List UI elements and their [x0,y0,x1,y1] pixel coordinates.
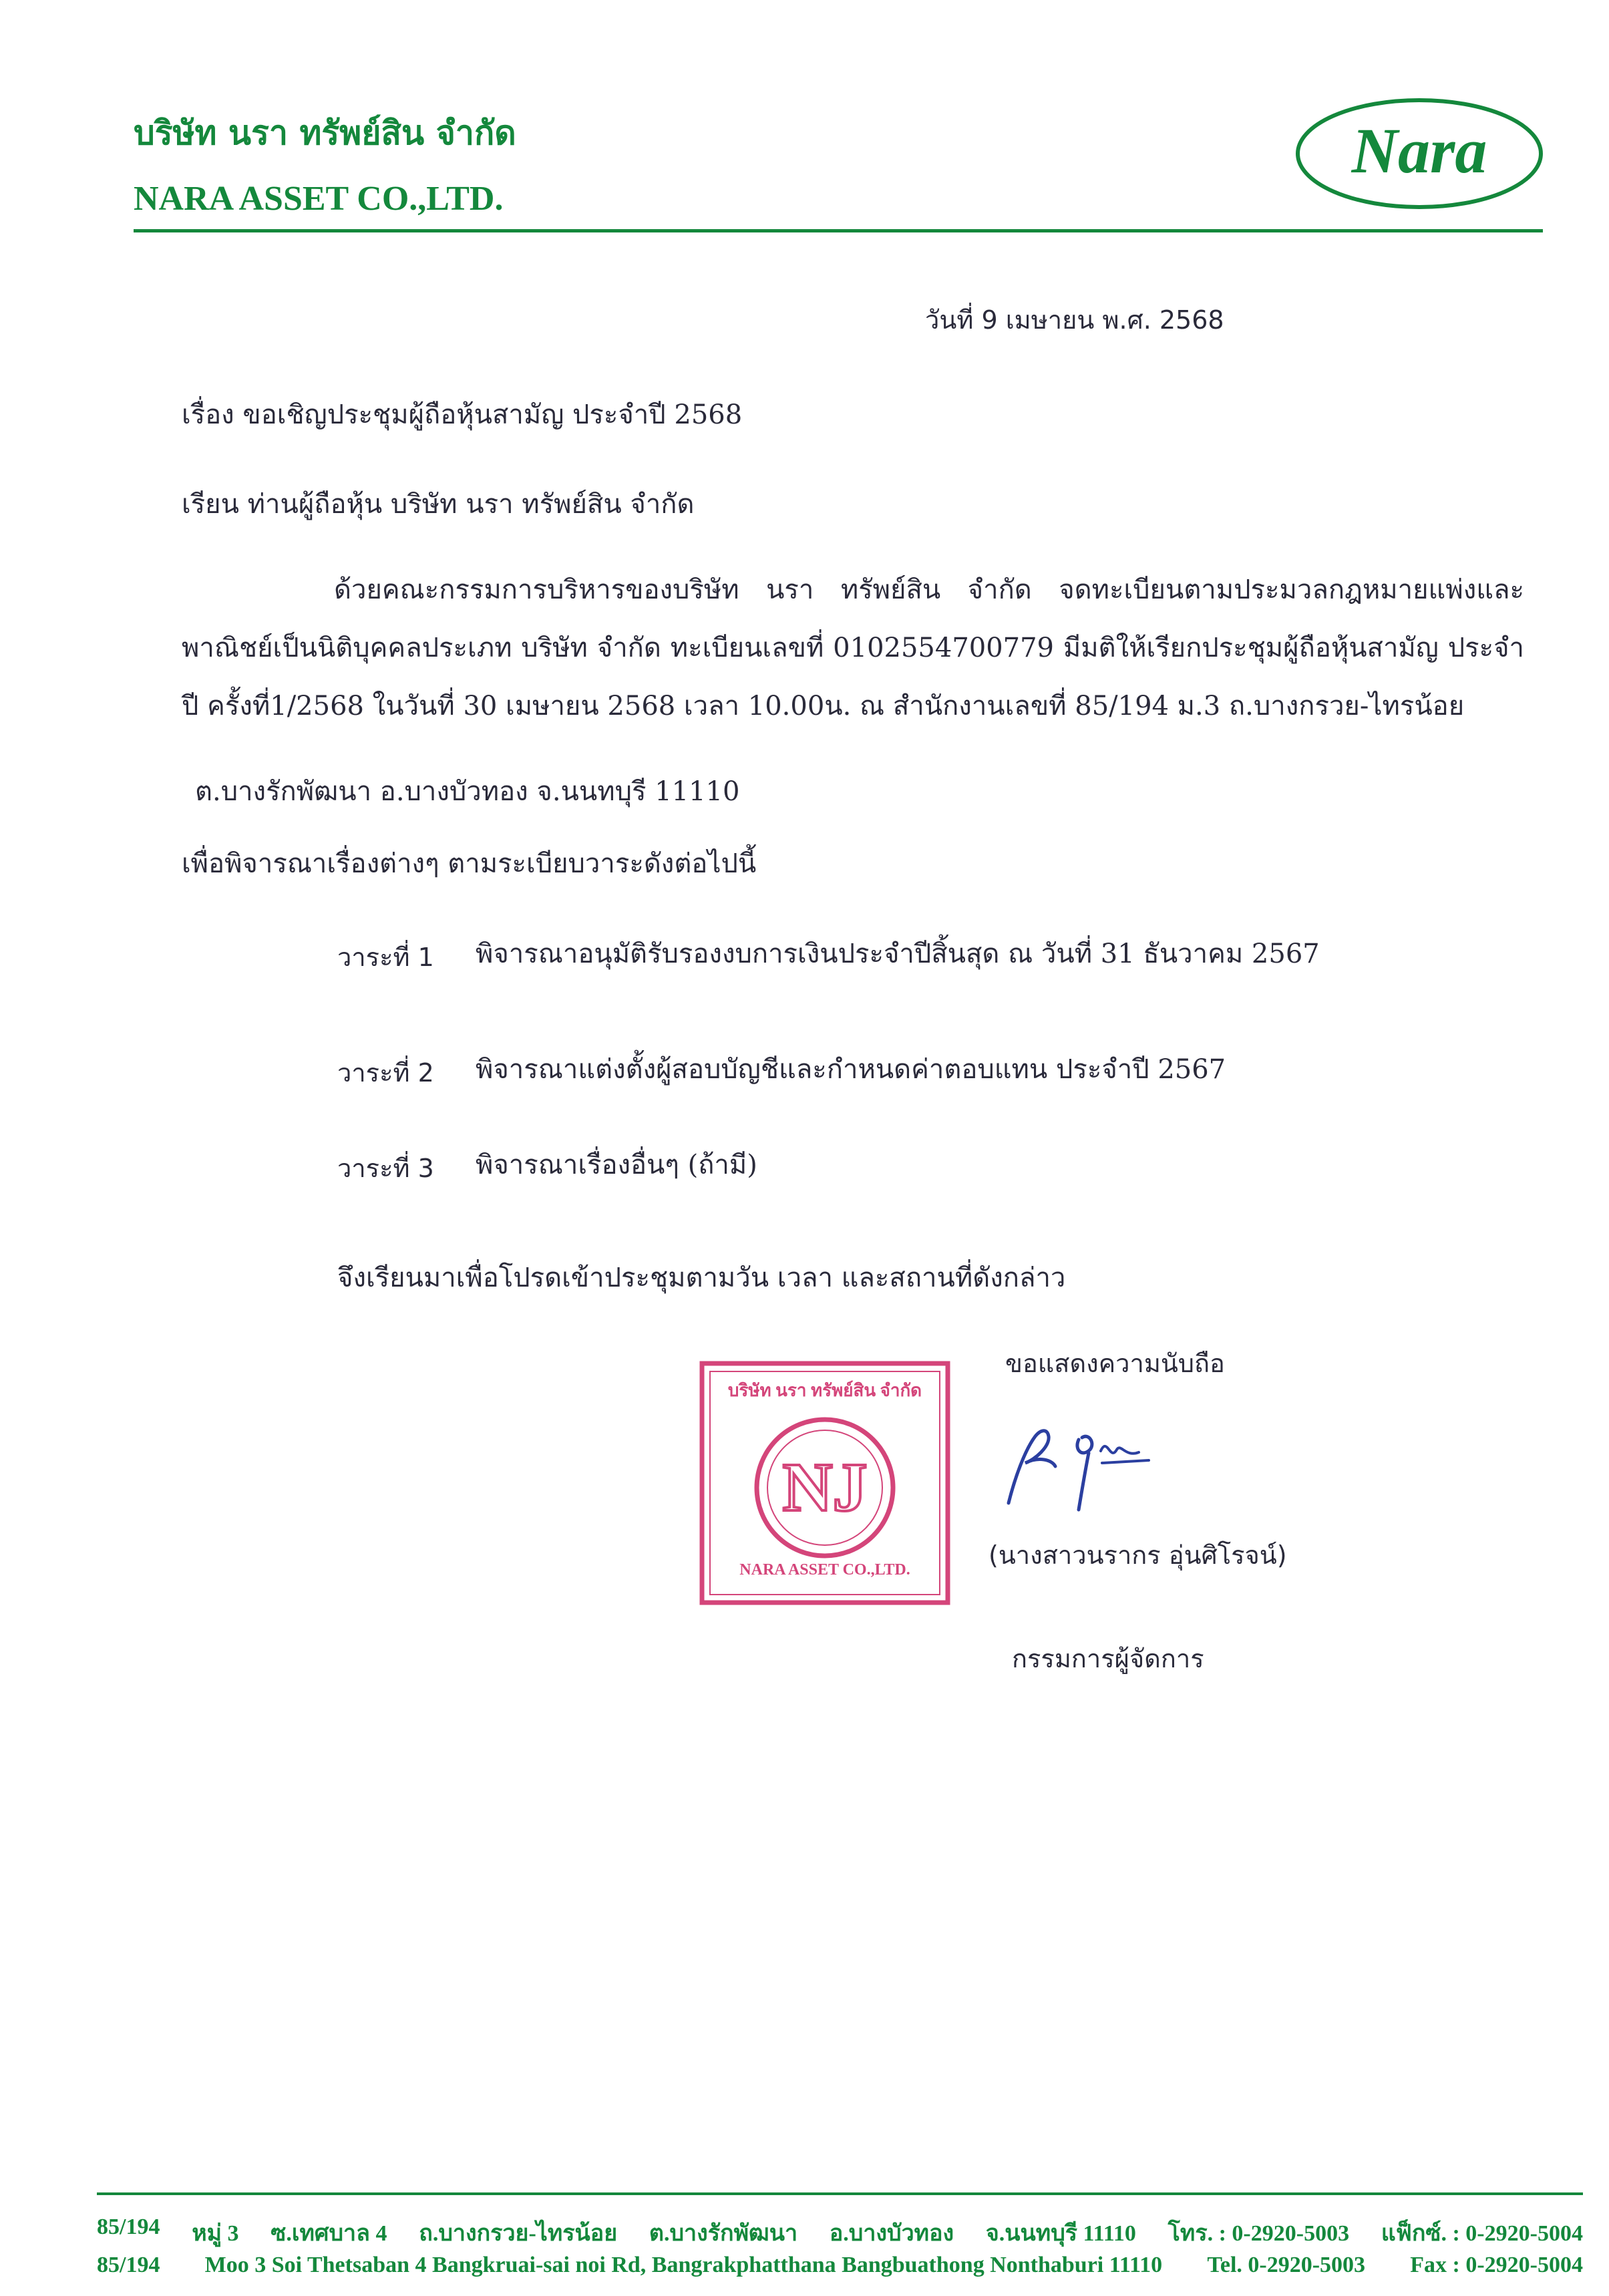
agenda-1-label: วาระที่ 1 [337,943,434,972]
letter-date: วันที่ 9 เมษายน พ.ศ. 2568 [925,305,1224,335]
footer-thai-part: จ.นนทบุรี 11110 [985,2221,1136,2246]
closing-line: จึงเรียนมาเพื่อโปรดเข้าประชุมตามวัน เวลา และสถานที่ดังกล่าว [337,1263,1066,1293]
signer-title: กรรมการผู้จัดการ [1012,1644,1204,1673]
footer-thai-part: ซ.เทศบาล 4 [271,2221,387,2246]
handwritten-signature [989,1396,1162,1523]
footer-thai-fax: แฟ็กซ์. : 0-2920-5004 [1381,2221,1583,2246]
agenda-3-text: พิจารณาเรื่องอื่นๆ (ถ้ามี) [476,1150,757,1180]
address-line: ต.บางรักพัฒนา อ.บางบัวทอง จ.นนทบุรี 11110 [195,776,740,807]
footer-thai-part: หมู่ 3 [192,2221,239,2246]
nara-logo [1292,94,1546,214]
purpose-line: เพื่อพิจารณาเรื่องต่างๆ ตามระเบียบวาระดังต่อไปนี้ [182,848,757,879]
footer-eng-part: 85/194 [97,2253,160,2277]
footer-divider [97,2192,1583,2195]
footer-address-thai [97,2215,1583,2251]
footer-thai-phone: โทร. : 0-2920-5003 [1168,2221,1350,2246]
signer-name: (นางสาวนรากร อุ่นศิโรจน์) [989,1540,1287,1570]
stamp-monogram: NJ [782,1449,868,1526]
logo-text: Nara [1351,115,1487,186]
regards-line: ขอแสดงความนับถือ [1005,1349,1225,1378]
footer-thai-part: อ.บางบัวทอง [829,2221,954,2246]
body-paragraph [182,561,1524,735]
footer-eng-phone: Tel. 0-2920-5003 [1207,2253,1366,2277]
letter-salutation: เรียน ท่านผู้ถือหุ้น บริษัท นรา ทรัพย์สิน จำกัด [182,489,695,520]
footer-eng-fax: Fax : 0-2920-5004 [1410,2253,1583,2277]
header-divider [134,229,1543,232]
body-paragraph-text: ด้วยคณะกรรมการบริหารของบริษัท นรา ทรัพย์สิน จำกัด จดทะเบียนตามประมวลกฎหมายแพ่งและพาณิชย์เป็นนิติบุคคลประเภท บริษัท จำกัด ทะเบียนเลขที่ 0102554700779 มีมติให้เรียกประชุมผู้ถือหุ้นสามัญ ประจำปี ครั้งที่1/2568 ในวันที่ 30 เมษายน 2568 เวลา 10.00น. ณ สำนักงานเลขที่ 85/194 ม.3 ถ.บางกรวย-ไทรน้อย [182,575,1524,721]
letter-subject: เรื่อง ขอเชิญประชุมผู้ถือหุ้นสามัญ ประจำปี 2568 [182,399,743,430]
agenda-3-label: วาระที่ 3 [337,1154,434,1183]
agenda-2-text: พิจารณาแต่งตั้งผู้สอบบัญชีและกำหนดค่าตอบแทน ประจำปี 2567 [476,1054,1226,1085]
footer-thai-part: 85/194 [97,2215,160,2239]
footer-eng-part: Moo 3 Soi Thetsaban 4 Bangkruai-sai noi Rd, Bangrakphatthana Bangbuathong Nonthaburi 11110 [204,2253,1163,2277]
company-name-english: NARA ASSET CO.,LTD. [134,180,504,218]
footer-address-english [97,2253,1583,2278]
agenda-1-text: พิจารณาอนุมัติรับรองงบการเงินประจำปีสิ้นสุด ณ วันที่ 31 ธันวาคม 2567 [476,939,1320,969]
footer-thai-part: ต.บางรักพัฒนา [649,2221,798,2246]
company-name-thai: บริษัท นรา ทรัพย์สิน จำกัด [134,114,516,152]
stamp-top-text: บริษัท นรา ทรัพย์สิน จำกัด [727,1381,922,1400]
agenda-2-label: วาระที่ 2 [337,1058,434,1088]
company-stamp [698,1359,952,1607]
stamp-bottom-text: NARA ASSET CO.,LTD. [739,1561,910,1579]
footer-thai-part: ถ.บางกรวย-ไทรน้อย [419,2221,618,2246]
